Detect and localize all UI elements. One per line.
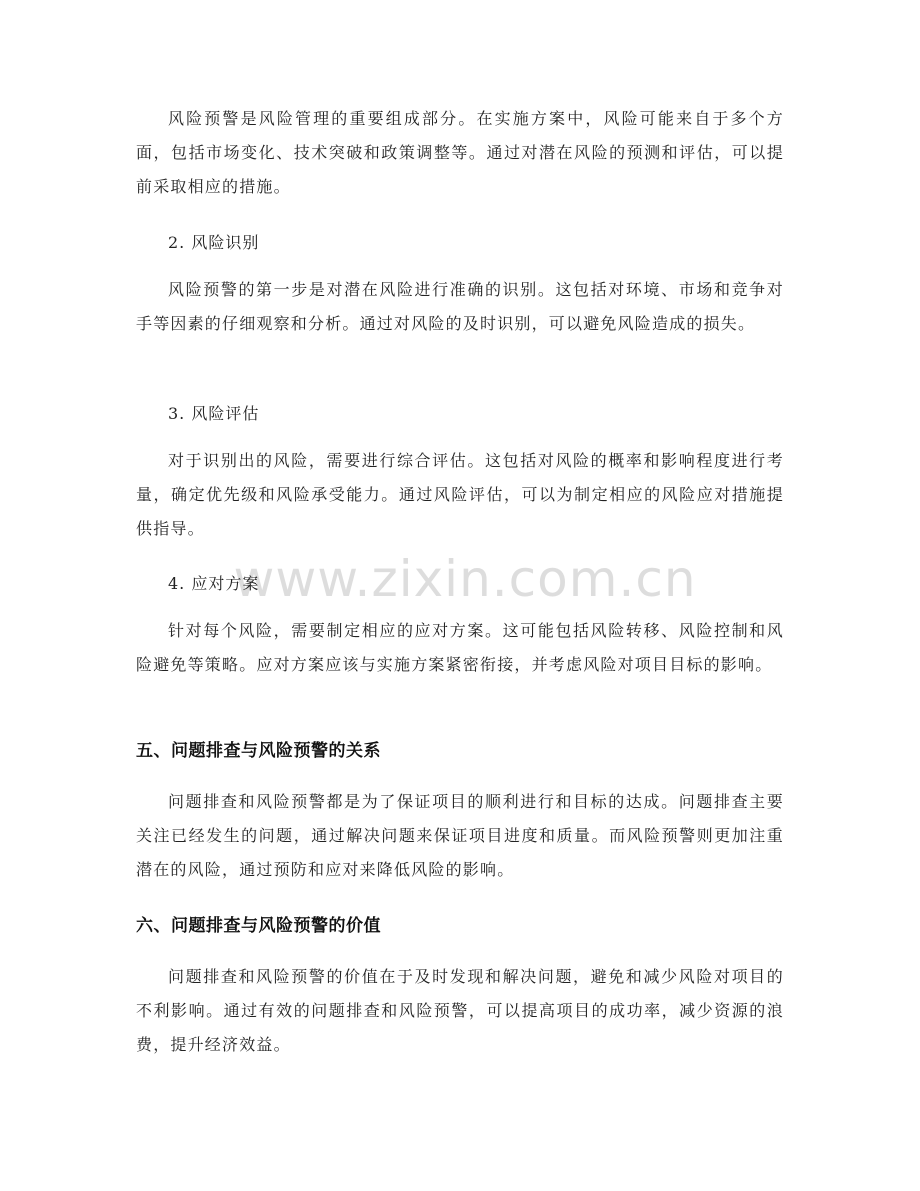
list-item-risk-identification: 2. 风险识别 [168,233,260,252]
paragraph-risk-warning-intro: 风险预警是风险管理的重要组成部分。在实施方案中，风险可能来自于多个方面，包括市场变化、技术突破和政策调整等。通过对潜在风险的预测和评估，可以提前采取相应的措施。 [136,109,784,196]
section-heading-relationship: 五、问题排查与风险预警的关系 [136,741,381,761]
paragraph-response-plan: 针对每个风险，需要制定相应的应对方案。这可能包括风险转移、风险控制和风险避免等策略。应对方案应该与实施方案紧密衔接，并考虑风险对项目目标的影响。 [136,621,784,674]
watermark: www.zixin.com.cn [233,550,697,608]
list-item-risk-assessment: 3. 风险评估 [168,404,260,423]
paragraph-value: 问题排查和风险预警的价值在于及时发现和解决问题，避免和减少风险对项目的不利影响。通过有效的问题排查和风险预警，可以提高项目的成功率，减少资源的浪费，提升经济效益。 [136,967,784,1054]
section-heading-value: 六、问题排查与风险预警的价值 [136,916,381,936]
paragraph-relationship: 问题排查和风险预警都是为了保证项目的顺利进行和目标的达成。问题排查主要关注已经发生的问题，通过解决问题来保证项目进度和质量。而风险预警则更加注重潜在的风险，通过预防和应对来降低风险的影响。 [136,792,784,879]
list-item-response-plan: 4. 应对方案 [168,574,260,593]
paragraph-risk-identification: 风险预警的第一步是对潜在风险进行准确的识别。这包括对环境、市场和竞争对手等因素的仔细观察和分析。通过对风险的及时识别，可以避免风险造成的损失。 [136,280,784,333]
paragraph-risk-assessment: 对于识别出的风险，需要进行综合评估。这包括对风险的概率和影响程度进行考量，确定优先级和风险承受能力。通过风险评估，可以为制定相应的风险应对措施提供指导。 [136,451,784,538]
